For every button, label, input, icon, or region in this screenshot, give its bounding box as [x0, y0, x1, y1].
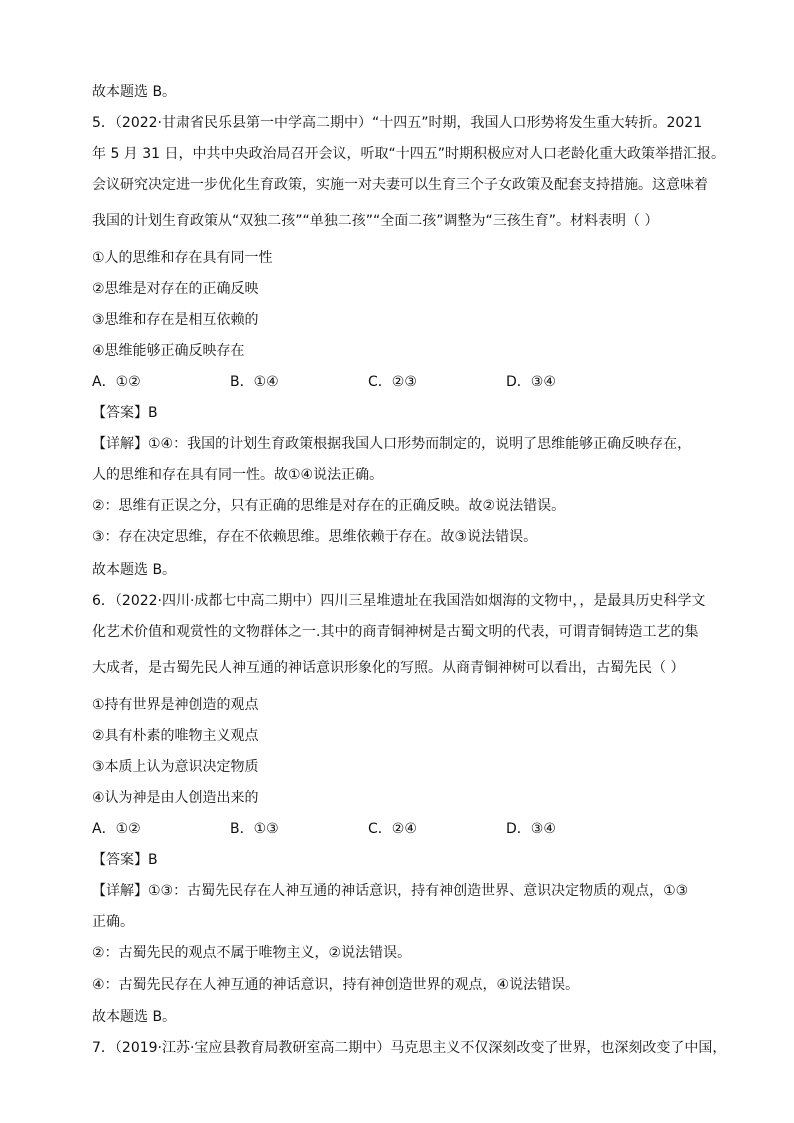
explanation-line: 正确。 — [92, 914, 134, 930]
conclusion-line: 故本题选 B。 — [92, 84, 177, 100]
question-5-stem: 年 5 月 31 日，中共中央政治局召开会议，听取“十四五”时期积极应对人口老龄化重大政策举措汇报。 — [92, 146, 726, 162]
explanation-line: 人的思维和存在具有同一性。故①④说法正确。 — [92, 467, 384, 483]
explanation-line: 【详解】①④：我国的计划生育政策根据我国人口形势而制定的，说明了思维能够正确反映存在， — [92, 436, 692, 452]
option-d: D．③④ — [506, 821, 556, 837]
question-5-statement: ①人的思维和存在具有同一性 — [92, 250, 273, 266]
question-6-statement: ③本质上认为意识决定物质 — [92, 759, 259, 775]
option-a: A．①② — [92, 374, 141, 390]
question-6-stem: 大成者，是古蜀先民人神互通的神话意识形象化的写照。从商青铜神树可以看出，古蜀先民（ ） — [92, 660, 685, 676]
explanation-line: ④：古蜀先民存在人神互通的神话意识，持有神创造世界的观点，④说法错误。 — [92, 977, 580, 993]
option-c: C．②④ — [368, 821, 417, 837]
question-6-statement: ②具有朴素的唯物主义观点 — [92, 728, 259, 744]
question-5-statement: ③思维和存在是相互依赖的 — [92, 312, 259, 328]
explanation-line: ②：思维有正误之分，只有正确的思维是对存在的正确反映。故②说法错误。 — [92, 498, 566, 514]
option-b: B．①③ — [230, 821, 279, 837]
answer-label: 【答案】B — [92, 852, 158, 868]
question-5-stem: 我国的计划生育政策从“双独二孩”“单独二孩”“全面二孩”调整为“三孩生育”。材料表明（ ） — [92, 213, 659, 229]
question-7-stem: 7．（2019·江苏·宝应县教育局教研室高二期中）马克思主义不仅深刻改变了世界，也深刻改变了中国， — [92, 1040, 727, 1056]
question-5-statement: ②思维是对存在的正确反映 — [92, 281, 259, 297]
question-5-stem: 会议研究决定进一步优化生育政策，实施一对夫妻可以生育三个子女政策及配套支持措施。这意味着 — [92, 177, 708, 193]
explanation-line: ②：古蜀先民的观点不属于唯物主义，②说法错误。 — [92, 945, 412, 961]
explanation-line: 【详解】①③：古蜀先民存在人神互通的神话意识，持有神创造世界、意识决定物质的观点，①③ — [92, 883, 689, 899]
option-c: C．②③ — [368, 374, 417, 390]
question-6-statement: ④认为神是由人创造出来的 — [92, 790, 259, 806]
question-5-stem: 5．（2022·甘肃省民乐县第一中学高二期中）“十四五”时期，我国人口形势将发生重大转折。2021 — [92, 115, 703, 131]
option-d: D．③④ — [506, 374, 556, 390]
explanation-line: ③：存在决定思维，存在不依赖思维。思维依赖于存在。故③说法错误。 — [92, 529, 538, 545]
question-6-statement: ①持有世界是神创造的观点 — [92, 697, 259, 713]
option-a: A．①② — [92, 821, 141, 837]
option-b: B．①④ — [230, 374, 279, 390]
conclusion-line: 故本题选 B。 — [92, 1009, 177, 1025]
question-5-statement: ④思维能够正确反映存在 — [92, 343, 245, 359]
question-6-stem: 化艺术价值和观赏性的文物群体之一.其中的商青铜神树是古蜀文明的代表，可谓青铜铸造工艺的集 — [92, 624, 699, 640]
conclusion-line: 故本题选 B。 — [92, 562, 177, 578]
answer-label: 【答案】B — [92, 405, 158, 421]
question-6-stem: 6．（2022·四川·成都七中高二期中）四川三星堆遗址在我国浩如烟海的文物中，，是最具历史科学文 — [92, 593, 706, 609]
